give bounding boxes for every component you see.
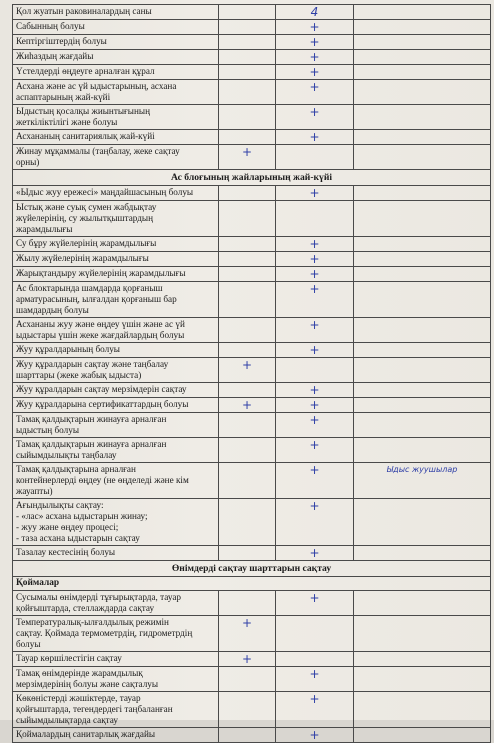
criterion-cell: [13, 692, 219, 728]
criterion-text: Тамақ қалдықтарын жинауға арналған: [16, 414, 167, 424]
checklist-row: [13, 652, 491, 667]
mark-cell-a: [219, 282, 276, 318]
criterion-text: Жинау мұқаммалы (таңбалау, жеке сақтау: [16, 146, 180, 156]
criterion-text: - «лас» асхана ыдыстарын жинау;: [16, 511, 148, 521]
note-cell: [354, 145, 491, 170]
mark-cell-a: [219, 252, 276, 267]
note-cell: [354, 728, 491, 743]
note-cell: [354, 50, 491, 65]
criterion-text: сыйымдылықтарда сақтау: [16, 715, 119, 725]
criterion-text: сыйымдылықты таңбалау: [16, 450, 117, 460]
checklist-row: [13, 499, 491, 546]
criterion-text: Температуралық-ылғалдылық режимін: [16, 617, 169, 627]
inspection-checklist-table: [12, 4, 491, 743]
criterion-cell: [13, 130, 219, 145]
criterion-text: арматурасының, ылғалдан қорғаныш бар: [16, 294, 177, 304]
note-cell: [354, 343, 491, 358]
checklist-row: [13, 667, 491, 692]
criterion-cell: [13, 105, 219, 130]
note-cell: [354, 20, 491, 35]
checklist-row: [13, 591, 491, 616]
criterion-cell: [13, 50, 219, 65]
mark-cell-b: +: [276, 105, 354, 130]
mark-cell-b: +: [276, 398, 354, 413]
note-cell: [354, 438, 491, 463]
mark-cell-a: [219, 692, 276, 728]
mark-cell-b: +: [276, 50, 354, 65]
mark-cell-a: [219, 343, 276, 358]
criterion-text: Сусымалы өнімдерді тұғырықтарда, тауар: [16, 592, 182, 602]
mark-cell-b: +: [276, 343, 354, 358]
mark-cell-a: [219, 463, 276, 499]
checklist-row: [13, 383, 491, 398]
criterion-cell: [13, 35, 219, 50]
criterion-cell: [13, 398, 219, 413]
criterion-text: шарттары (жеке жабық ыдыста): [16, 370, 142, 380]
checklist-row: [13, 413, 491, 438]
checklist-row: [13, 438, 491, 463]
checklist-row: [13, 463, 491, 499]
criterion-cell: [13, 267, 219, 282]
mark-cell-a: [219, 383, 276, 398]
criterion-cell: [13, 5, 219, 20]
mark-cell-a: +: [219, 358, 276, 383]
criterion-text: Тазалау кестесінің болуы: [16, 547, 116, 557]
criterion-cell: [13, 282, 219, 318]
mark-cell-a: [219, 80, 276, 105]
section-heading-title: Өнімдерді сақтау шарттарын сақтау: [13, 561, 491, 577]
criterion-cell: [13, 201, 219, 237]
criterion-cell: [13, 358, 219, 383]
criterion-text: қойғыштарда, тегендердегі таңбаланған: [16, 704, 173, 714]
section-heading-row: [13, 170, 491, 186]
note-cell: [354, 499, 491, 546]
checklist-row: [13, 398, 491, 413]
checklist-body: [13, 5, 491, 743]
mark-cell-a: [219, 201, 276, 237]
mark-cell-b: +: [276, 65, 354, 80]
mark-cell-a: [219, 267, 276, 282]
criterion-text: Жарықтандыру жүйелерінің жарамдылығы: [16, 268, 186, 278]
mark-cell-b: +: [276, 413, 354, 438]
note-cell: [354, 105, 491, 130]
criterion-cell: [13, 237, 219, 252]
mark-cell-a: [219, 438, 276, 463]
subsection-heading-row: [13, 577, 491, 591]
mark-cell-a: [219, 667, 276, 692]
note-cell: [354, 413, 491, 438]
note-cell: [354, 318, 491, 343]
criterion-text: Сабынның болуы: [16, 21, 85, 31]
mark-cell-b: +: [276, 252, 354, 267]
checklist-row: [13, 692, 491, 728]
mark-cell-b: +: [276, 463, 354, 499]
note-cell: [354, 546, 491, 561]
criterion-text: Қоймалардың санитарлық жағдайы: [16, 729, 156, 739]
criterion-text: Көкөністерді жәшіктерде, тауар: [16, 693, 141, 703]
mark-cell-b: +: [276, 130, 354, 145]
criterion-cell: [13, 252, 219, 267]
mark-cell-a: +: [219, 616, 276, 652]
mark-cell-a: +: [219, 652, 276, 667]
mark-cell-b: +: [276, 318, 354, 343]
mark-cell-a: [219, 130, 276, 145]
criterion-text: шамдардың болуы: [16, 305, 89, 315]
note-cell: [354, 616, 491, 652]
criterion-text: контейнерлерді өңдеу (не өңделеді және кім: [16, 475, 189, 485]
criterion-cell: [13, 616, 219, 652]
mark-cell-b: +: [276, 186, 354, 201]
mark-cell-a: [219, 105, 276, 130]
mark-cell-b: +: [276, 728, 354, 743]
mark-cell-b: +: [276, 20, 354, 35]
note-cell: [354, 5, 491, 20]
checklist-row: [13, 5, 491, 20]
criterion-text: Жуу құралдарының болуы: [16, 344, 120, 354]
criterion-cell: [13, 80, 219, 105]
note-cell: [354, 591, 491, 616]
mark-cell-b: +: [276, 438, 354, 463]
criterion-cell: [13, 186, 219, 201]
mark-cell-a: [219, 65, 276, 80]
section-heading-row: [13, 561, 491, 577]
criterion-text: Тамақ қалдықтарына арналған: [16, 464, 136, 474]
criterion-cell: [13, 546, 219, 561]
mark-cell-b: +: [276, 692, 354, 728]
mark-cell-a: [219, 728, 276, 743]
criterion-cell: [13, 652, 219, 667]
criterion-text: Жуу құралдарын сақтау және таңбалау: [16, 359, 169, 369]
criterion-text: мерзімдерінің болуы және сақталуы: [16, 679, 159, 689]
mark-cell-b: [276, 358, 354, 383]
mark-cell-b: +: [276, 282, 354, 318]
checklist-row: [13, 50, 491, 65]
checklist-row: [13, 252, 491, 267]
criterion-text: Ыстық және суық сумен жабдықтау: [16, 202, 157, 212]
mark-cell-a: +: [219, 145, 276, 170]
checklist-row: [13, 130, 491, 145]
checklist-row: [13, 145, 491, 170]
checklist-row: [13, 616, 491, 652]
note-cell: [354, 667, 491, 692]
checklist-row: [13, 20, 491, 35]
note-cell: [354, 186, 491, 201]
criterion-cell: [13, 413, 219, 438]
criterion-text: болуы: [16, 639, 41, 649]
criterion-text: Қол жуатын раковиналардың саны: [16, 6, 152, 16]
checklist-row: [13, 282, 491, 318]
criterion-cell: [13, 463, 219, 499]
criterion-text: Ағындылықты сақтау:: [16, 500, 104, 510]
criterion-text: Тауар көршілестігін сақтау: [16, 653, 122, 663]
criterion-cell: [13, 438, 219, 463]
mark-cell-a: [219, 35, 276, 50]
criterion-text: Асхананың санитариялық жай-күйі: [16, 131, 155, 141]
mark-cell-b: +: [276, 35, 354, 50]
criterion-text: «Ыдыс жуу ережесі» маңдайшасының болуы: [16, 187, 194, 197]
mark-cell-b: [276, 201, 354, 237]
criterion-text: ыдыстары үшін жеке жағдайлардың болуы: [16, 330, 185, 340]
criterion-text: сақтау. Қоймада термометрдің, гидрометрдің: [16, 628, 193, 638]
mark-cell-b: +: [276, 667, 354, 692]
criterion-text: Кептіргіштердің болуы: [16, 36, 107, 46]
checklist-row: [13, 105, 491, 130]
note-cell: [354, 398, 491, 413]
mark-cell-b: +: [276, 591, 354, 616]
criterion-text: Жуу құралдарына сертификаттардың болуы: [16, 399, 189, 409]
mark-cell-a: [219, 50, 276, 65]
checklist-row: [13, 728, 491, 743]
criterion-cell: [13, 591, 219, 616]
mark-cell-a: [219, 546, 276, 561]
section-heading-title: Ас блоғының жайларының жай-күйі: [13, 170, 491, 186]
note-cell: [354, 252, 491, 267]
mark-cell-a: [219, 186, 276, 201]
criterion-cell: [13, 20, 219, 35]
criterion-cell: [13, 145, 219, 170]
mark-cell-a: [219, 20, 276, 35]
note-cell: [354, 358, 491, 383]
criterion-text: аспаптарының жай-күйі: [16, 92, 111, 102]
note-cell: [354, 237, 491, 252]
mark-cell-a: [219, 413, 276, 438]
note-cell: [354, 35, 491, 50]
mark-cell-a: [219, 318, 276, 343]
checklist-row: [13, 267, 491, 282]
mark-cell-b: +: [276, 499, 354, 546]
criterion-text: орны): [16, 157, 40, 167]
criterion-text: Жиһаздың жағдайы: [16, 51, 94, 61]
checklist-row: [13, 318, 491, 343]
mark-cell-a: [219, 5, 276, 20]
note-cell: [354, 692, 491, 728]
criterion-text: ыдыстың болуы: [16, 425, 79, 435]
criterion-text: Су бұру жүйелерінің жарамдылығы: [16, 238, 157, 248]
criterion-text: Асхана және ас үй ыдыстарының, асхана: [16, 81, 177, 91]
criterion-cell: [13, 383, 219, 398]
checklist-row: [13, 358, 491, 383]
mark-cell-a: [219, 237, 276, 252]
mark-cell-a: [219, 499, 276, 546]
mark-cell-b: [276, 652, 354, 667]
checklist-row: [13, 201, 491, 237]
criterion-text: Үстелдерді өңдеуге арналған құрал: [16, 66, 155, 76]
note-cell: [354, 383, 491, 398]
criterion-text: Ыдыстың қосалқы жиынтығының: [16, 106, 150, 116]
note-cell: [354, 267, 491, 282]
mark-cell-b: [276, 145, 354, 170]
criterion-text: жүйелерінің, су жылытқыштардың: [16, 213, 154, 223]
mark-cell-b: +: [276, 237, 354, 252]
checklist-row: [13, 186, 491, 201]
criterion-cell: [13, 65, 219, 80]
criterion-text: - таза асхана ыдыстарын сақтау: [16, 533, 140, 543]
criterion-cell: [13, 667, 219, 692]
criterion-text: жеткіліктілігі және болуы: [16, 117, 118, 127]
note-cell: Ыдыс жуушылар: [354, 463, 491, 499]
mark-cell-b: +: [276, 546, 354, 561]
criterion-text: - жуу және өңдеу процесі;: [16, 522, 119, 532]
note-cell: [354, 201, 491, 237]
mark-cell-a: [219, 591, 276, 616]
note-cell: [354, 65, 491, 80]
criterion-text: жарамдылығы: [16, 224, 73, 234]
criterion-text: Ас блоктарында шамдарда қорғаныш: [16, 283, 163, 293]
note-cell: [354, 282, 491, 318]
subsection-heading-title: Қоймалар: [13, 577, 491, 591]
criterion-text: Тамақ өнімдерінде жарамдылық: [16, 668, 143, 678]
checklist-row: [13, 237, 491, 252]
note-cell: [354, 80, 491, 105]
checklist-row: [13, 546, 491, 561]
checklist-row: [13, 80, 491, 105]
criterion-cell: [13, 318, 219, 343]
checklist-row: [13, 35, 491, 50]
criterion-text: Жылу жүйелерінің жарамдылығы: [16, 253, 149, 263]
criterion-text: Жуу құралдарын сақтау мерзімдерін сақтау: [16, 384, 187, 394]
criterion-text: қойғыштарда, стеллаждарда сақтау: [16, 603, 155, 613]
mark-cell-a: +: [219, 398, 276, 413]
criterion-text: Асхананы жуу және өңдеу үшін және ас үй: [16, 319, 185, 329]
checklist-row: [13, 343, 491, 358]
checklist-row: [13, 65, 491, 80]
mark-cell-b: 4: [276, 5, 354, 20]
mark-cell-b: +: [276, 383, 354, 398]
note-cell: [354, 652, 491, 667]
mark-cell-b: [276, 616, 354, 652]
criterion-cell: [13, 499, 219, 546]
criterion-text: жауапты): [16, 486, 53, 496]
mark-cell-b: +: [276, 267, 354, 282]
note-cell: [354, 130, 491, 145]
criterion-cell: [13, 343, 219, 358]
criterion-cell: [13, 728, 219, 743]
criterion-text: Тамақ қалдықтарын жинауға арналған: [16, 439, 167, 449]
mark-cell-b: +: [276, 80, 354, 105]
